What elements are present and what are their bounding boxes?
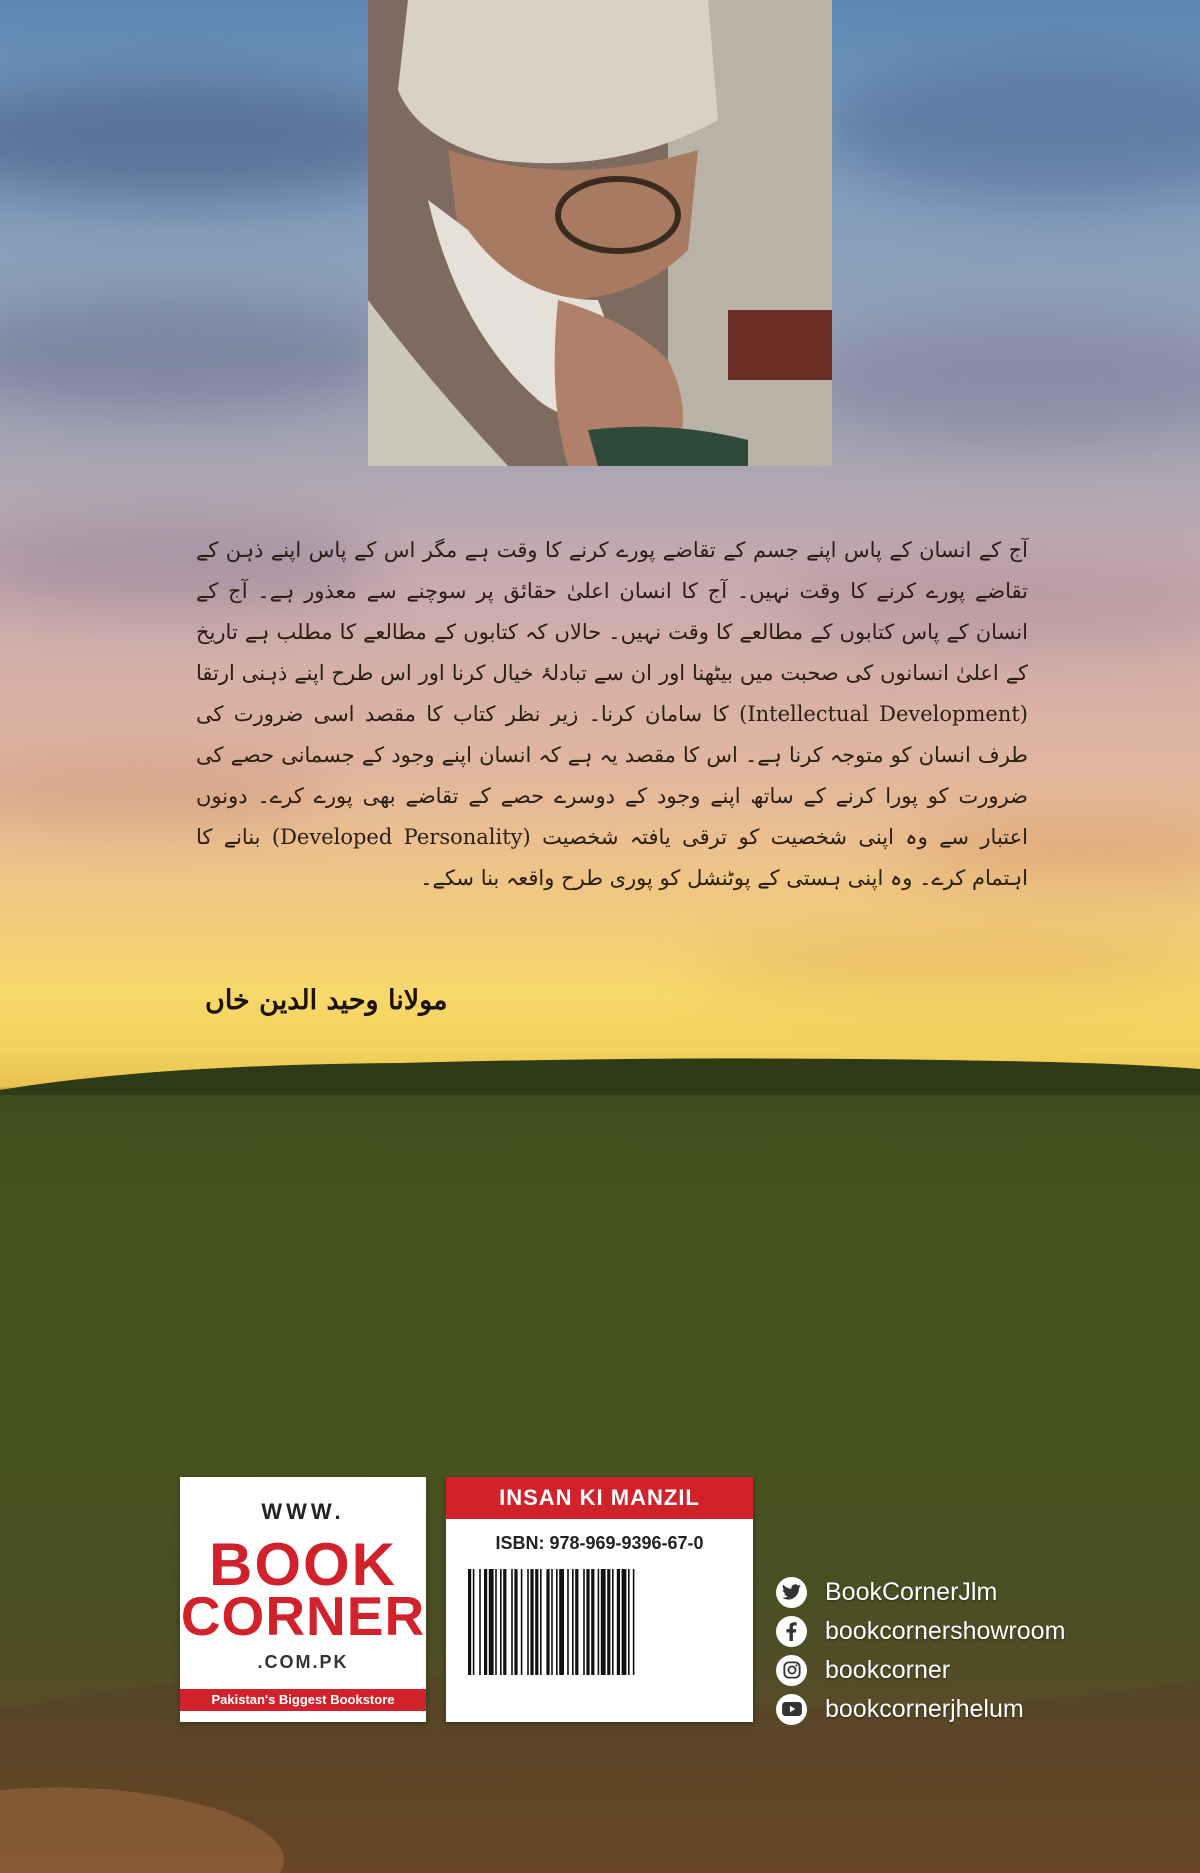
logo-www: WWW. <box>261 1499 345 1524</box>
logo-domain: .COM.PK <box>257 1652 349 1672</box>
barcode <box>468 1569 730 1675</box>
cloud <box>800 320 1200 440</box>
isbn-number: ISBN: 978-969-9396-67-0 <box>495 1533 704 1553</box>
author-signature: مولانا وحید الدین خاں <box>205 985 448 1016</box>
blurb-text: آج کے انسان کے پاس اپنے جسم کے تقاضے پورے کرنے کا وقت ہے مگر اس کے پاس اپنے ذہن کے تقاضے پورے کرنے کا وقت نہیں۔ آج کا انسان اعلیٰ حقائق پر سوچنے سے معذور ہے۔ آج کے انسان کے پاس کتابوں کے مطالعے کا وقت نہیں۔ حالاں کہ کتابوں کے مطالعے کا مطلب ہے تاریخ کے اعلیٰ انسانوں کی صحبت میں بیٹھنا اور ان سے تبادلۂ خیال کرنا اور اس طرح اپنے ذہنی ارتقا (Intellectual Development) کا سامان کرنا۔ زیر نظر کتاب کا مقصد اسی ضرورت کی طرف انسان کو متوجہ کرنا ہے۔ اس کا مقصد یہ ہے کہ انسان اپنے وجود کے جسمانی حصے کی ضرورت کو پورا کرنے کے ساتھ اپنے وجود کے دوسرے حصے کے تقاضے بھی پورے کرے۔ دونوں اعتبار سے وہ اپنی شخصیت کو ترقی یافتہ شخصیت (Developed Personality) بنانے کا اہتمام کرے۔ وہ اپنی ہستی کے پوٹنشل کو پوری طرح واقعہ بنا سکے۔ <box>196 538 1029 890</box>
social-youtube[interactable] <box>776 1690 1196 1728</box>
author-portrait <box>368 0 832 466</box>
horizon-hills <box>0 1035 1200 1095</box>
social-instagram[interactable] <box>776 1651 1196 1689</box>
social-facebook[interactable] <box>776 1612 1196 1650</box>
logo-corner: CORNER <box>180 1585 426 1647</box>
instagram-icon <box>776 1655 807 1686</box>
social-label: bookcorner <box>825 1655 951 1684</box>
social-label: bookcornerjhelum <box>825 1694 1024 1723</box>
facebook-icon <box>776 1616 807 1647</box>
youtube-icon <box>776 1694 807 1725</box>
cloud <box>0 300 400 410</box>
publisher-logo <box>180 1477 426 1722</box>
cloud <box>700 940 1200 990</box>
social-label: BookCornerJlm <box>825 1577 998 1606</box>
cloud <box>820 60 1200 200</box>
social-twitter[interactable] <box>776 1573 1196 1611</box>
book-title: INSAN KI MANZIL <box>446 1477 753 1519</box>
twitter-icon <box>776 1577 807 1608</box>
logo-book: BOOK <box>209 1531 397 1598</box>
social-label: bookcornershowroom <box>825 1616 1066 1645</box>
logo-tagline: Pakistan's Biggest Bookstore <box>180 1689 426 1711</box>
social-links <box>776 1573 1196 1729</box>
isbn-label <box>446 1477 753 1722</box>
